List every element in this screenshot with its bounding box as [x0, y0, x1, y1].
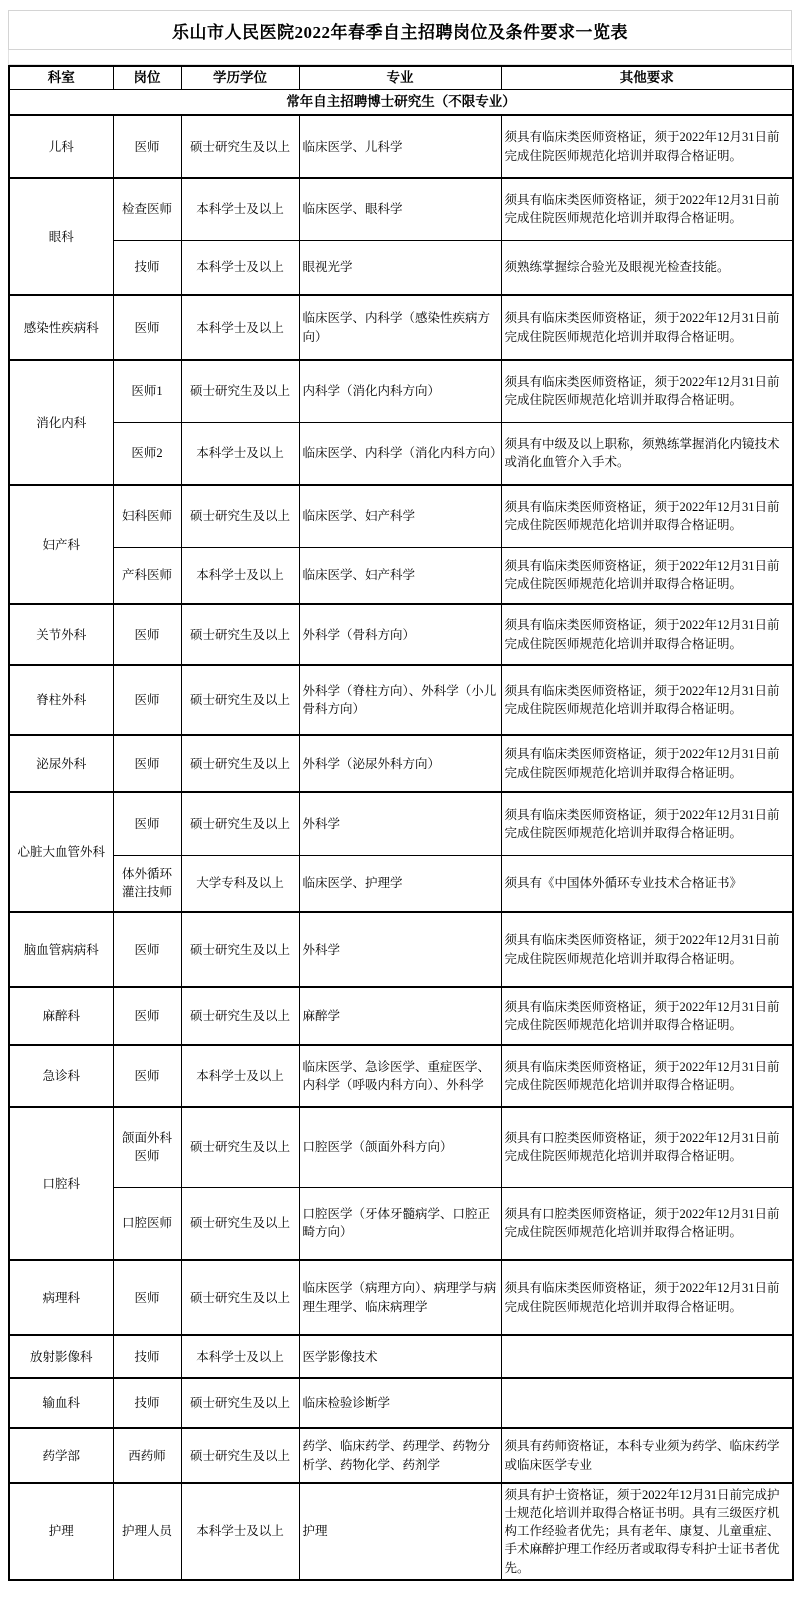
degree-cell: 硕士研究生及以上 — [181, 485, 299, 547]
dept-cell: 儿科 — [9, 115, 113, 178]
dept-cell: 妇产科 — [9, 485, 113, 604]
post-cell: 医师 — [113, 735, 181, 792]
table-row — [9, 665, 793, 735]
major-cell: 外科学（骨科方向） — [299, 604, 501, 665]
major-cell: 医学影像技术 — [299, 1335, 501, 1378]
post-cell: 检查医师 — [113, 178, 181, 240]
dept-cell: 关节外科 — [9, 604, 113, 665]
post-cell: 口腔医师 — [113, 1187, 181, 1260]
requirement-cell: 须具有临床类医师资格证，须于2022年12月31日前完成住院医师规范化培训并取得合格证明。 — [501, 987, 793, 1045]
post-cell: 医师2 — [113, 422, 181, 485]
requirement-cell: 须具有临床类医师资格证，须于2022年12月31日前完成住院医师规范化培训并取得合格证明。 — [501, 295, 793, 360]
degree-cell: 本科学士及以上 — [181, 422, 299, 485]
dept-cell: 眼科 — [9, 178, 113, 295]
requirement-cell: 须具有临床类医师资格证，须于2022年12月31日前完成住院医师规范化培训并取得合格证明。 — [501, 735, 793, 792]
degree-cell: 硕士研究生及以上 — [181, 1187, 299, 1260]
table-row — [9, 178, 793, 240]
major-cell: 眼视光学 — [299, 240, 501, 295]
degree-cell: 硕士研究生及以上 — [181, 115, 299, 178]
column-header-degree: 学历学位 — [181, 66, 299, 89]
dept-cell: 脑血管病病科 — [9, 912, 113, 987]
table-row — [9, 987, 793, 1045]
post-cell: 医师 — [113, 1260, 181, 1335]
post-cell: 护理人员 — [113, 1483, 181, 1580]
post-cell: 颌面外科医师 — [113, 1107, 181, 1187]
major-cell: 临床医学、急诊医学、重症医学、内科学（呼吸内科方向）、外科学 — [299, 1045, 501, 1107]
degree-cell: 本科学士及以上 — [181, 295, 299, 360]
post-cell: 医师 — [113, 295, 181, 360]
requirement-cell: 须具有临床类医师资格证，须于2022年12月31日前完成住院医师规范化培训并取得合格证明。 — [501, 485, 793, 547]
degree-cell: 硕士研究生及以上 — [181, 912, 299, 987]
dept-cell: 口腔科 — [9, 1107, 113, 1260]
post-cell: 医师 — [113, 1045, 181, 1107]
table-row — [9, 115, 793, 178]
degree-cell: 本科学士及以上 — [181, 1483, 299, 1580]
major-cell: 外科学 — [299, 792, 501, 855]
requirement-cell — [501, 1378, 793, 1428]
table-row — [9, 912, 793, 987]
requirement-cell: 须具有《中国体外循环专业技术合格证书》 — [501, 855, 793, 912]
major-cell: 外科学 — [299, 912, 501, 987]
post-cell: 医师 — [113, 604, 181, 665]
requirement-cell: 须具有临床类医师资格证，须于2022年12月31日前完成住院医师规范化培训并取得合格证明。 — [501, 792, 793, 855]
post-cell: 医师1 — [113, 360, 181, 422]
major-cell: 临床医学、内科学（感染性疾病方向） — [299, 295, 501, 360]
dept-cell: 麻醉科 — [9, 987, 113, 1045]
table-row — [9, 1483, 793, 1580]
major-cell: 外科学（泌尿外科方向） — [299, 735, 501, 792]
requirement-cell — [501, 1335, 793, 1378]
degree-cell: 硕士研究生及以上 — [181, 604, 299, 665]
dept-cell: 输血科 — [9, 1378, 113, 1428]
table-row — [9, 1045, 793, 1107]
degree-cell: 硕士研究生及以上 — [181, 1260, 299, 1335]
degree-cell: 硕士研究生及以上 — [181, 360, 299, 422]
post-cell: 产科医师 — [113, 547, 181, 604]
column-header-major: 专业 — [299, 66, 501, 89]
requirement-cell: 须具有药师资格证，本科专业须为药学、临床药学或临床医学专业 — [501, 1428, 793, 1483]
post-cell: 医师 — [113, 115, 181, 178]
table-row — [9, 1107, 793, 1187]
major-cell: 临床检验诊断学 — [299, 1378, 501, 1428]
requirement-cell: 须具有临床类医师资格证，须于2022年12月31日前完成住院医师规范化培训并取得合格证明。 — [501, 665, 793, 735]
major-cell: 内科学（消化内科方向） — [299, 360, 501, 422]
post-cell: 妇科医师 — [113, 485, 181, 547]
post-cell: 技师 — [113, 1378, 181, 1428]
post-cell: 医师 — [113, 912, 181, 987]
degree-cell: 硕士研究生及以上 — [181, 735, 299, 792]
degree-cell: 硕士研究生及以上 — [181, 1378, 299, 1428]
requirement-cell: 须具有临床类医师资格证，须于2022年12月31日前完成住院医师规范化培训并取得合格证明。 — [501, 115, 793, 178]
post-cell: 医师 — [113, 665, 181, 735]
major-cell: 临床医学、眼科学 — [299, 178, 501, 240]
table-row — [9, 485, 793, 547]
major-cell: 临床医学、护理学 — [299, 855, 501, 912]
major-cell: 口腔医学（牙体牙髓病学、口腔正畸方向） — [299, 1187, 501, 1260]
table-row — [9, 604, 793, 665]
table-row — [9, 360, 793, 422]
requirement-cell: 须具有临床类医师资格证，须于2022年12月31日前完成住院医师规范化培训并取得合格证明。 — [501, 178, 793, 240]
table-body — [9, 115, 793, 1580]
post-cell: 医师 — [113, 792, 181, 855]
major-cell: 口腔医学（颌面外科方向） — [299, 1107, 501, 1187]
table-row — [9, 422, 793, 485]
major-cell: 临床医学、内科学（消化内科方向） — [299, 422, 501, 485]
degree-cell: 本科学士及以上 — [181, 1045, 299, 1107]
table-row — [9, 295, 793, 360]
major-cell: 临床医学、儿科学 — [299, 115, 501, 178]
degree-cell: 本科学士及以上 — [181, 547, 299, 604]
post-cell: 西药师 — [113, 1428, 181, 1483]
degree-cell: 硕士研究生及以上 — [181, 792, 299, 855]
degree-cell: 硕士研究生及以上 — [181, 1428, 299, 1483]
dept-cell: 病理科 — [9, 1260, 113, 1335]
requirement-cell: 须具有临床类医师资格证，须于2022年12月31日前完成住院医师规范化培训并取得合格证明。 — [501, 912, 793, 987]
table-row — [9, 1260, 793, 1335]
post-cell: 技师 — [113, 240, 181, 295]
degree-cell: 本科学士及以上 — [181, 1335, 299, 1378]
requirement-cell: 须具有临床类医师资格证，须于2022年12月31日前完成住院医师规范化培训并取得合格证明。 — [501, 360, 793, 422]
major-cell: 临床医学、妇产科学 — [299, 547, 501, 604]
table-row — [9, 1187, 793, 1260]
dept-cell: 护理 — [9, 1483, 113, 1580]
requirement-cell: 须具有护士资格证，须于2022年12月31日前完成护士规范化培训并取得合格证书明。具有三级医疗机构工作经验者优先；具有老年、康复、儿童重症、手术麻醉护理工作经历者或取得专科护士证书者优先。 — [501, 1483, 793, 1580]
dept-cell: 急诊科 — [9, 1045, 113, 1107]
requirement-cell: 须具有口腔类医师资格证，须于2022年12月31日前完成住院医师规范化培训并取得合格证明。 — [501, 1107, 793, 1187]
degree-cell: 本科学士及以上 — [181, 178, 299, 240]
major-cell: 麻醉学 — [299, 987, 501, 1045]
dept-cell: 药学部 — [9, 1428, 113, 1483]
column-header-dept: 科室 — [9, 66, 113, 89]
title-gap-strip — [8, 50, 792, 65]
recruitment-table — [8, 65, 794, 1581]
major-cell: 临床医学（病理方向）、病理学与病理生理学、临床病理学 — [299, 1260, 501, 1335]
section-header: 常年自主招聘博士研究生（不限专业） — [9, 89, 793, 115]
requirement-cell: 须具有中级及以上职称，须熟练掌握消化内镜技术或消化血管介入手术。 — [501, 422, 793, 485]
page-title: 乐山市人民医院2022年春季自主招聘岗位及条件要求一览表 — [8, 10, 792, 50]
table-row — [9, 547, 793, 604]
table-row — [9, 240, 793, 295]
requirement-cell: 须具有临床类医师资格证，须于2022年12月31日前完成住院医师规范化培训并取得合格证明。 — [501, 547, 793, 604]
column-header-post: 岗位 — [113, 66, 181, 89]
post-cell: 技师 — [113, 1335, 181, 1378]
post-cell: 体外循环灌注技师 — [113, 855, 181, 912]
requirement-cell: 须具有临床类医师资格证，须于2022年12月31日前完成住院医师规范化培训并取得合格证明。 — [501, 1260, 793, 1335]
table-row — [9, 1335, 793, 1378]
table-row — [9, 735, 793, 792]
major-cell: 外科学（脊柱方向）、外科学（小儿骨科方向） — [299, 665, 501, 735]
requirement-cell: 须具有临床类医师资格证，须于2022年12月31日前完成住院医师规范化培训并取得合格证明。 — [501, 1045, 793, 1107]
degree-cell: 大学专科及以上 — [181, 855, 299, 912]
dept-cell: 消化内科 — [9, 360, 113, 485]
dept-cell: 放射影像科 — [9, 1335, 113, 1378]
table-header-row — [9, 66, 793, 89]
major-cell: 药学、临床药学、药理学、药物分析学、药物化学、药剂学 — [299, 1428, 501, 1483]
dept-cell: 心脏大血管外科 — [9, 792, 113, 912]
degree-cell: 本科学士及以上 — [181, 240, 299, 295]
table-row — [9, 1428, 793, 1483]
table-row — [9, 855, 793, 912]
requirement-cell: 须具有口腔类医师资格证，须于2022年12月31日前完成住院医师规范化培训并取得合格证明。 — [501, 1187, 793, 1260]
major-cell: 临床医学、妇产科学 — [299, 485, 501, 547]
major-cell: 护理 — [299, 1483, 501, 1580]
requirement-cell: 须具有临床类医师资格证，须于2022年12月31日前完成住院医师规范化培训并取得合格证明。 — [501, 604, 793, 665]
section-header-row — [9, 89, 793, 115]
dept-cell: 感染性疾病科 — [9, 295, 113, 360]
degree-cell: 硕士研究生及以上 — [181, 987, 299, 1045]
dept-cell: 泌尿外科 — [9, 735, 113, 792]
degree-cell: 硕士研究生及以上 — [181, 665, 299, 735]
dept-cell: 脊柱外科 — [9, 665, 113, 735]
requirement-cell: 须熟练掌握综合验光及眼视光检查技能。 — [501, 240, 793, 295]
table-row — [9, 1378, 793, 1428]
table-row — [9, 792, 793, 855]
degree-cell: 硕士研究生及以上 — [181, 1107, 299, 1187]
post-cell: 医师 — [113, 987, 181, 1045]
column-header-req: 其他要求 — [501, 66, 793, 89]
